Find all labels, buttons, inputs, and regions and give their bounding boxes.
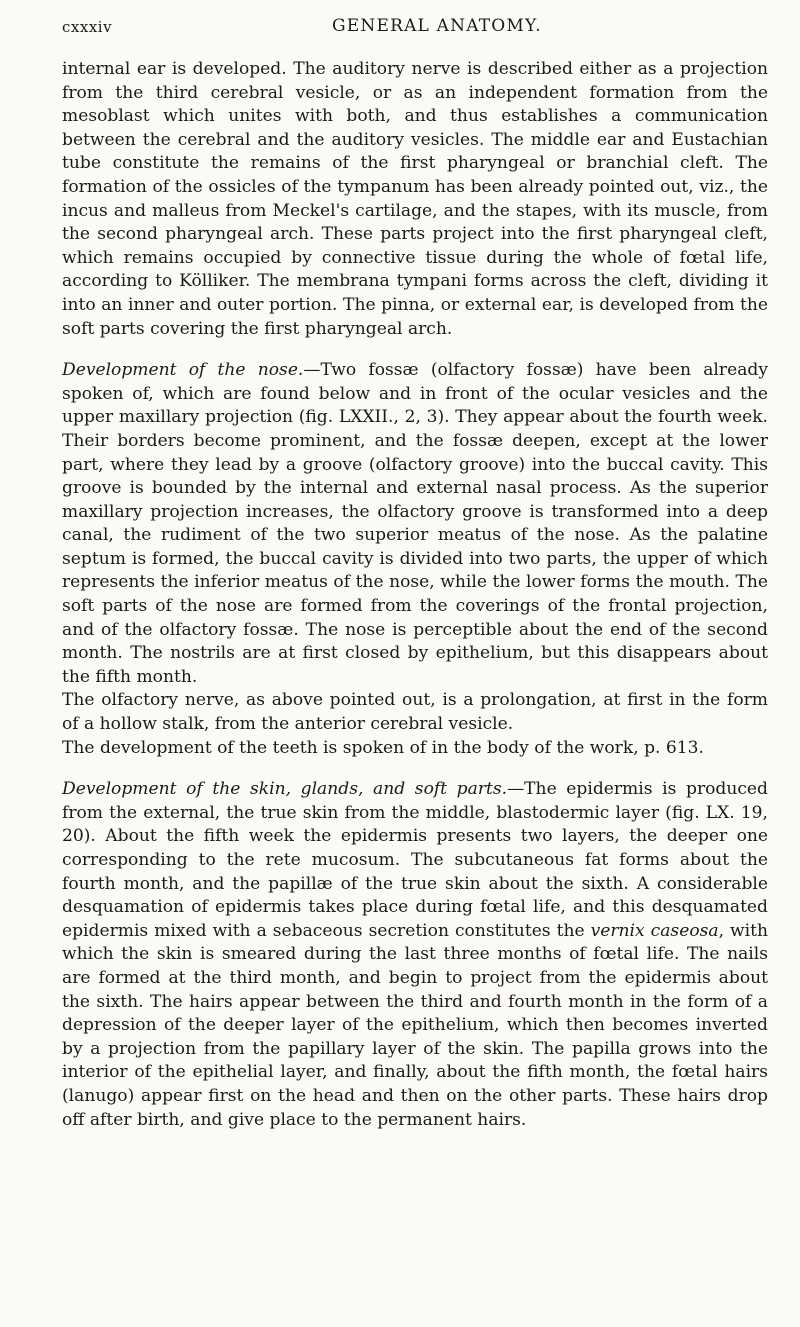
running-title: GENERAL ANATOMY. [332,16,542,36]
running-head [62,14,768,44]
paragraph-olfactory-nerve [62,689,768,736]
paragraph-teeth-text: The development of the teeth is spoken of in the body of the work, p. 613. [62,737,704,758]
italic-term: vernix caseosa [590,920,719,941]
page-number: cxxxiv [62,18,113,36]
paragraph-skin-text-a: —The epidermis is produced from the external, the true skin from the middle, blastodermic layer (fig. LX. 19, 20). About the fifth week the epidermis presents two layers, the deeper one corresponding to the rete mucosum. The subcutaneous fat forms about the fourth month, and the papillæ of the true skin about the sixth. A considerable desquamation of epidermis takes place during fœtal life, and this desquamated epidermis mixed with a sebaceous secretion constitutes the [62,779,768,941]
section-heading-skin: Development of the skin, glands, and soft parts. [62,779,508,800]
book-page [62,14,768,1132]
section-heading-nose: Development of the nose. [62,360,304,381]
paragraph-skin-text-b: , with which the skin is smeared during the last three months of fœtal life. The nails are formed at the third month, and begin to project from the epidermis about the sixth. The hairs appear between the third and fourth month in the form of a depression of the deeper layer of the epithelium, which then becomes inverted by a projection from the papillary layer of the skin. The papilla grows into the interior of the epithelial layer, and finally, about the fifth month, the fœtal hairs (lanugo) appear first on the head and then on the other parts. These hairs drop off after birth, and give place to the permanent hairs. [62,920,768,1130]
paragraph-ear-text: internal ear is developed. The auditory nerve is described either as a projection from the third cerebral vesicle, or as an independent formation from the mesoblast which unites with both, and thus establishes a communication between the cerebral and the auditory vesicles. The middle ear and Eustachian tube constitute the remains of the first pharyngeal or branchial cleft. The formation of the ossicles of the tympanum has been already pointed out, viz., the incus and malleus from Meckel's cartilage, and the stapes, with its muscle, from the second pharyngeal arch. These parts project into the first pharyngeal cleft, which remains occupied by connective tissue during the whole of fœtal life, according to Kölliker. The membrana tympani forms across the cleft, dividing it into an inner and outer portion. The pinna, or external ear, is developed from the soft parts covering the first pharyngeal arch. [62,59,768,339]
paragraph-teeth [62,737,768,761]
paragraph-olfactory-nerve-text: The olfactory nerve, as above pointed out, is a prolongation, at first in the form of a hollow stalk, from the anterior cerebral vesicle. [62,690,768,735]
paragraph-nose-text: —Two fossæ (olfactory fossæ) have been already spoken of, which are found below and in front of the ocular vesicles and the upper maxillary projection (fig. LXXII., 2, 3). They appear about the fourth week. Their borders become prominent, and the fossæ deepen, except at the lower part, where they lead by a groove (olfactory groove) into the buccal cavity. This groove is bounded by the internal and external nasal process. As the superior maxillary projection increases, the olfactory groove is transformed into a deep canal, the rudiment of the two superior meatus of the nose. As the palatine septum is formed, the buccal cavity is divided into two parts, the upper of which represents the inferior meatus of the nose, while the lower forms the mouth. The soft parts of the nose are formed from the coverings of the frontal projection, and of the olfactory fossæ. The nose is perceptible about the end of the second month. The nostrils are at first closed by epithelium, but this disappears about the fifth month. [62,360,768,687]
paragraph-skin [62,778,768,1132]
paragraph-ear [62,58,768,341]
paragraph-nose [62,359,768,689]
